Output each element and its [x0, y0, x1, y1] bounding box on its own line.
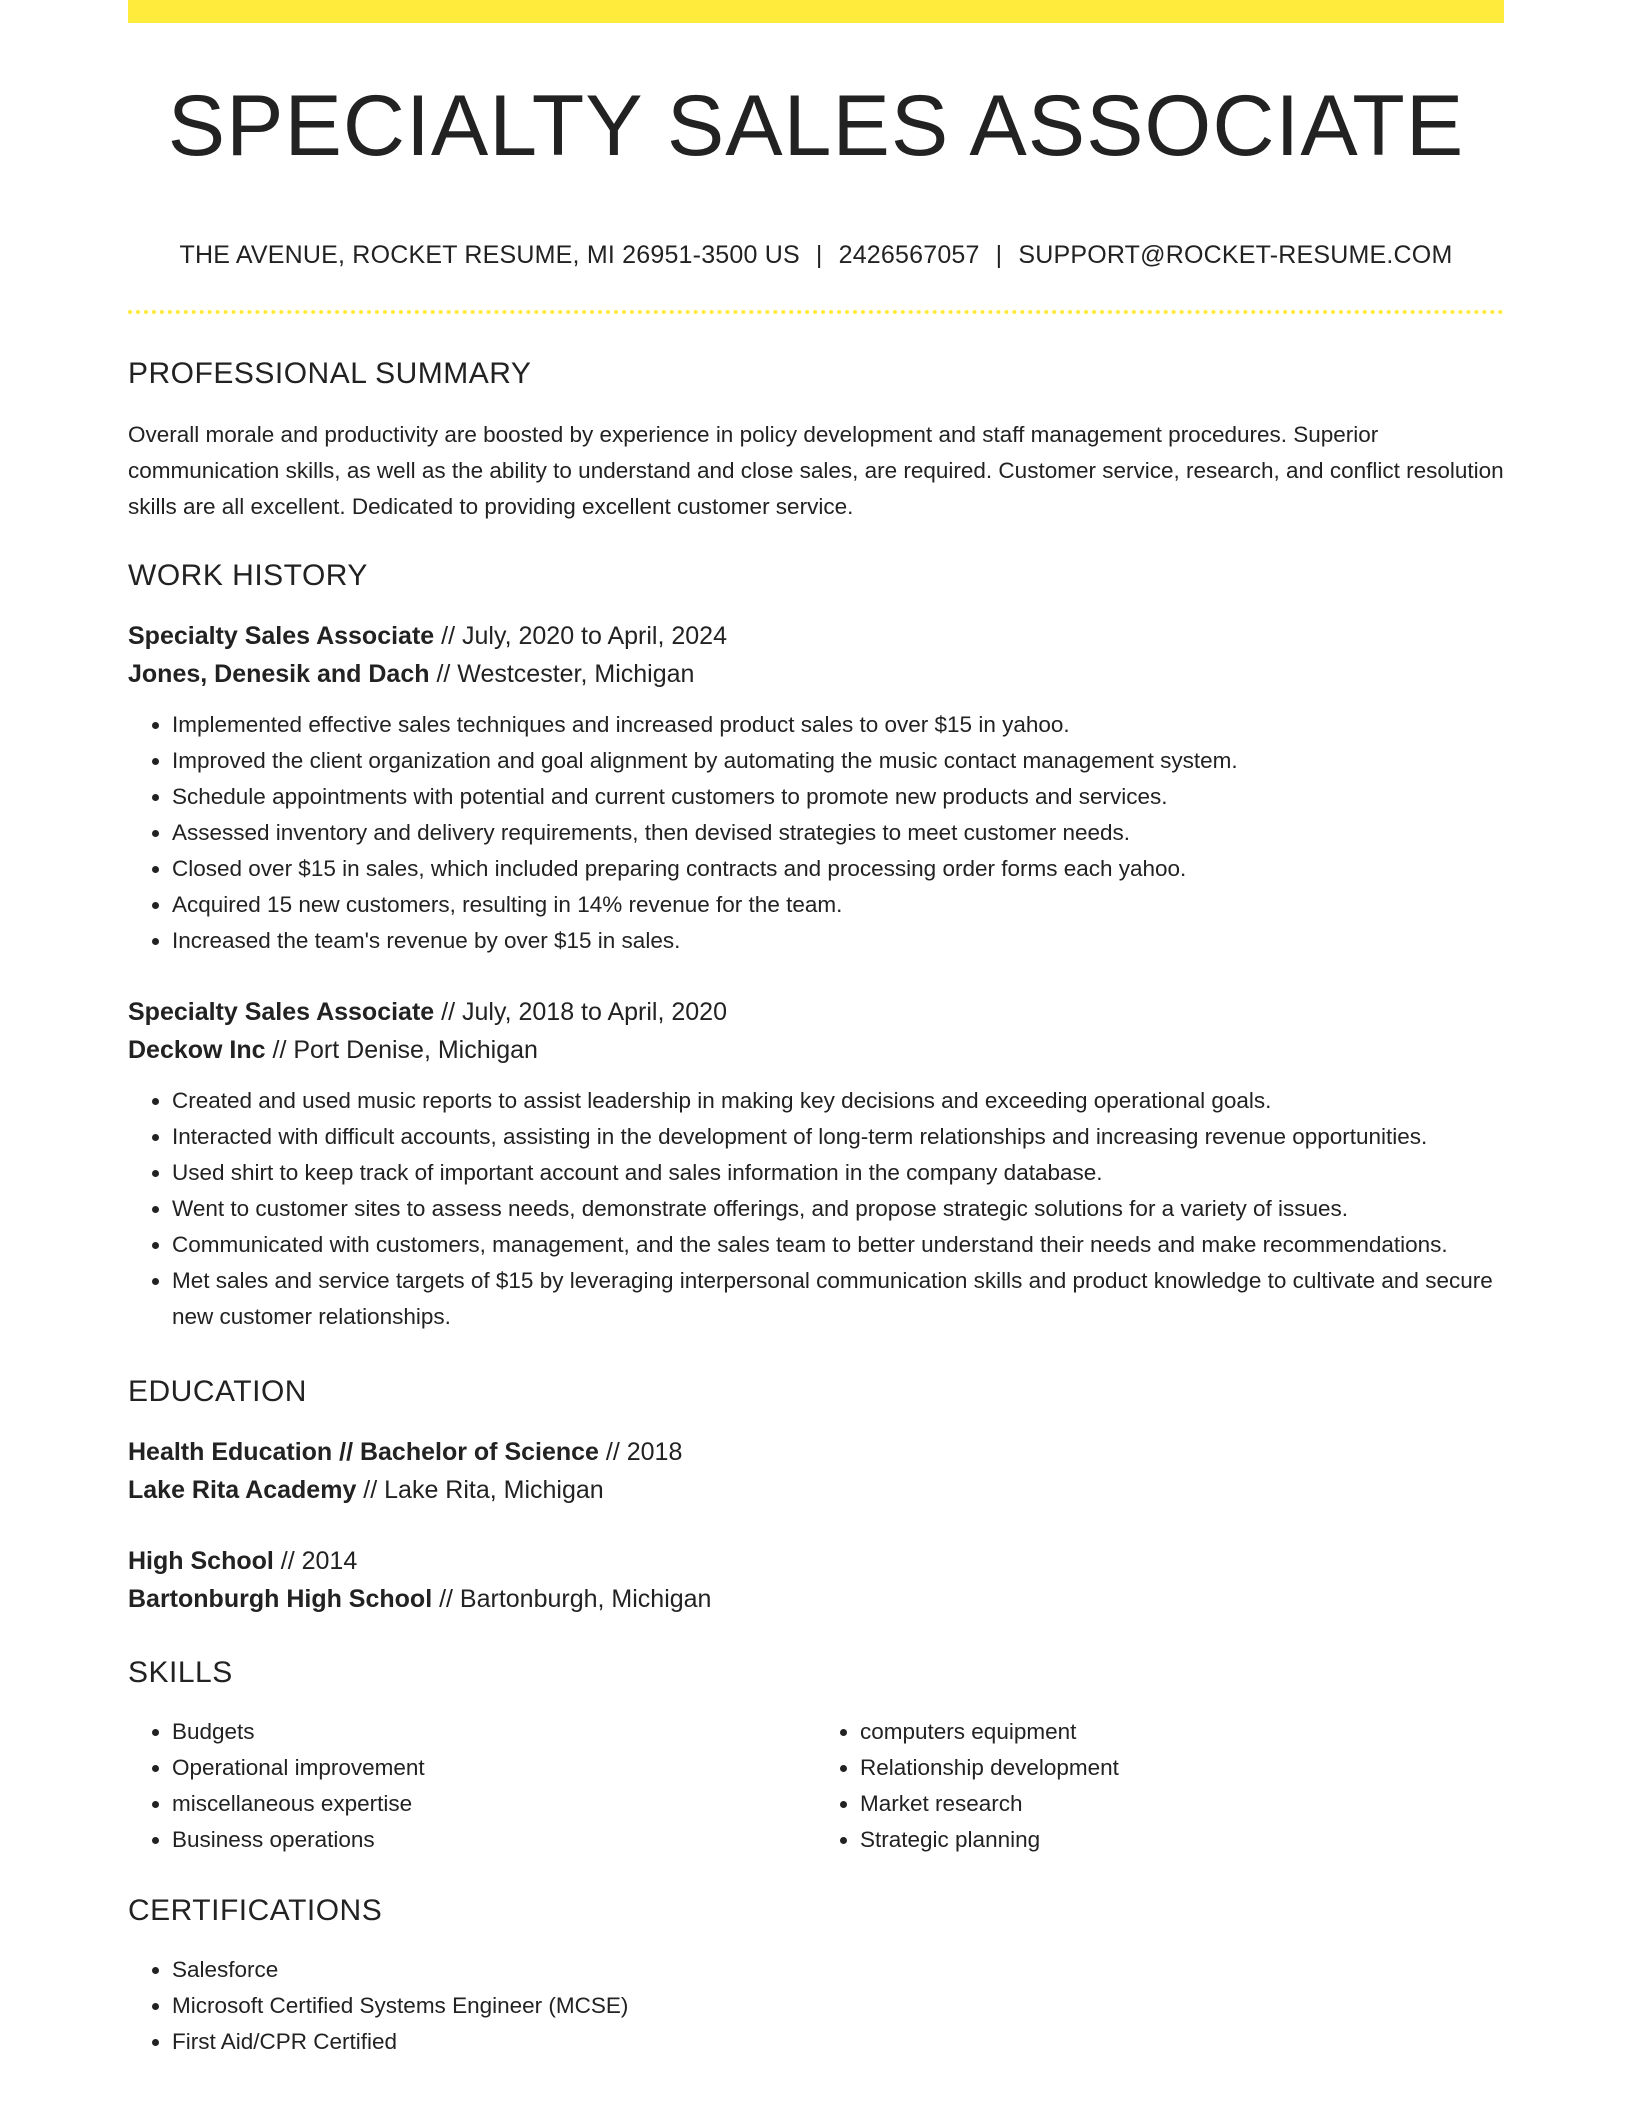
- job-bullets: [128, 1083, 1504, 1335]
- education-entry: [128, 1542, 1504, 1618]
- certifications-list: [128, 1952, 1504, 2060]
- certifications-title: CERTIFICATIONS: [128, 1894, 383, 1927]
- job-role: Specialty Sales Associate: [128, 622, 435, 650]
- job-bullet: • Used shirt to keep track of important account and sales information in the company database.: [172, 1155, 1504, 1191]
- job-bullet: • Increased the team's revenue by over $15 in sales.: [172, 923, 1504, 959]
- skills-section: [128, 1656, 1504, 1858]
- job-bullet: • Schedule appointments with potential and current customers to promote new products and services.: [172, 779, 1504, 815]
- certification-item: • First Aid/CPR Certified: [172, 2024, 1504, 2060]
- education-entry: [128, 1433, 1504, 1509]
- contact-email: SUPPORT@ROCKET-RESUME.COM: [1018, 241, 1453, 269]
- degree-line: [128, 1542, 1504, 1580]
- job-bullet: • Closed over $15 in sales, which included preparing contracts and processing order forms each yahoo.: [172, 851, 1504, 887]
- education-section: [128, 1375, 1504, 1618]
- school: Lake Rita Academy: [128, 1476, 357, 1504]
- skills-left-list: [128, 1714, 816, 1858]
- school-line: [128, 1580, 1504, 1618]
- skill-item: • Relationship development: [860, 1750, 1504, 1786]
- resume-content: [128, 0, 1504, 2060]
- job-company: Deckow Inc: [128, 1036, 266, 1064]
- job-bullet: • Acquired 15 new customers, resulting in 14% revenue for the team.: [172, 887, 1504, 923]
- education-title: EDUCATION: [128, 1375, 307, 1408]
- skills-columns: [128, 1714, 1504, 1858]
- job-bullet: • Assessed inventory and delivery requirements, then devised strategies to meet customer needs.: [172, 815, 1504, 851]
- skill-item: • Strategic planning: [860, 1822, 1504, 1858]
- job-entry: [128, 993, 1504, 1335]
- job-role-line: [128, 993, 1504, 1031]
- school: Bartonburgh High School: [128, 1585, 433, 1613]
- school-line: [128, 1471, 1504, 1509]
- certification-item: • Salesforce: [172, 1952, 1504, 1988]
- skill-item: • Operational improvement: [172, 1750, 816, 1786]
- job-location: // Port Denise, Michigan: [265, 1036, 538, 1064]
- job-bullet: • Communicated with customers, management, and the sales team to better understand their needs and make recommendations.: [172, 1227, 1504, 1263]
- summary-section: [128, 357, 1504, 525]
- job-bullet: • Interacted with difficult accounts, assisting in the development of long-term relationships and increasing revenue opportunities.: [172, 1119, 1504, 1155]
- contact-phone: 2426567057: [838, 241, 980, 269]
- school-location: // Bartonburgh, Michigan: [432, 1585, 712, 1613]
- contact-separator: |: [815, 241, 823, 269]
- contact-line: [128, 241, 1504, 270]
- skills-right-list: [816, 1714, 1504, 1858]
- certifications-section: [128, 1894, 1504, 2060]
- degree-year: // 2014: [273, 1547, 358, 1575]
- job-bullet: • Met sales and service targets of $15 by leveraging interpersonal communication skills and product knowledge to cultivate and secure new customer relationships.: [172, 1263, 1504, 1335]
- summary-text: Overall morale and productivity are boosted by experience in policy development and staff management procedures. Superior communication skills, as well as the ability to understand and close sales, are required. Customer service, research, and conflict resolution skills are all excellent. Dedicated to providing excellent customer service.: [128, 422, 1504, 519]
- certification-item: • Microsoft Certified Systems Engineer (MCSE): [172, 1988, 1504, 2024]
- job-role: Specialty Sales Associate: [128, 998, 435, 1026]
- degree-line: [128, 1433, 1504, 1471]
- job-dates: // July, 2018 to April, 2020: [434, 998, 727, 1026]
- job-company-line: [128, 655, 1504, 693]
- skill-item: • Market research: [860, 1786, 1504, 1822]
- job-bullet: • Improved the client organization and goal alignment by automating the music contact management system.: [172, 743, 1504, 779]
- school-location: // Lake Rita, Michigan: [356, 1476, 604, 1504]
- skill-item: • computers equipment: [860, 1714, 1504, 1750]
- work-section: [128, 559, 1504, 1335]
- summary-title: PROFESSIONAL SUMMARY: [128, 357, 532, 390]
- candidate-name: SPECIALTY SALES ASSOCIATE: [167, 78, 1465, 174]
- degree-year: // 2018: [598, 1438, 683, 1466]
- job-location: // Westcester, Michigan: [429, 660, 695, 688]
- job-company: Jones, Denesik and Dach: [128, 660, 430, 688]
- degree: Health Education // Bachelor of Science: [128, 1438, 599, 1466]
- job-bullet: • Implemented effective sales techniques and increased product sales to over $15 in yahoo.: [172, 707, 1504, 743]
- header-divider: [128, 310, 1504, 314]
- skill-item: • miscellaneous expertise: [172, 1786, 816, 1822]
- job-dates: // July, 2020 to April, 2024: [434, 622, 727, 650]
- skills-title: SKILLS: [128, 1656, 233, 1689]
- job-bullets: [128, 707, 1504, 959]
- job-role-line: [128, 617, 1504, 655]
- job-bullet: • Went to customer sites to assess needs, demonstrate offerings, and propose strategic solutions for a variety of issues.: [172, 1191, 1504, 1227]
- degree: High School: [128, 1547, 274, 1575]
- work-title: WORK HISTORY: [128, 559, 368, 592]
- skill-item: • Business operations: [172, 1822, 816, 1858]
- contact-separator: |: [995, 241, 1003, 269]
- skill-item: • Budgets: [172, 1714, 816, 1750]
- job-bullet: • Created and used music reports to assist leadership in making key decisions and exceeding operational goals.: [172, 1083, 1504, 1119]
- job-company-line: [128, 1031, 1504, 1069]
- contact-address: THE AVENUE, ROCKET RESUME, MI 26951-3500 US: [179, 241, 800, 269]
- job-entry: [128, 617, 1504, 959]
- top-accent-bar: [128, 0, 1504, 23]
